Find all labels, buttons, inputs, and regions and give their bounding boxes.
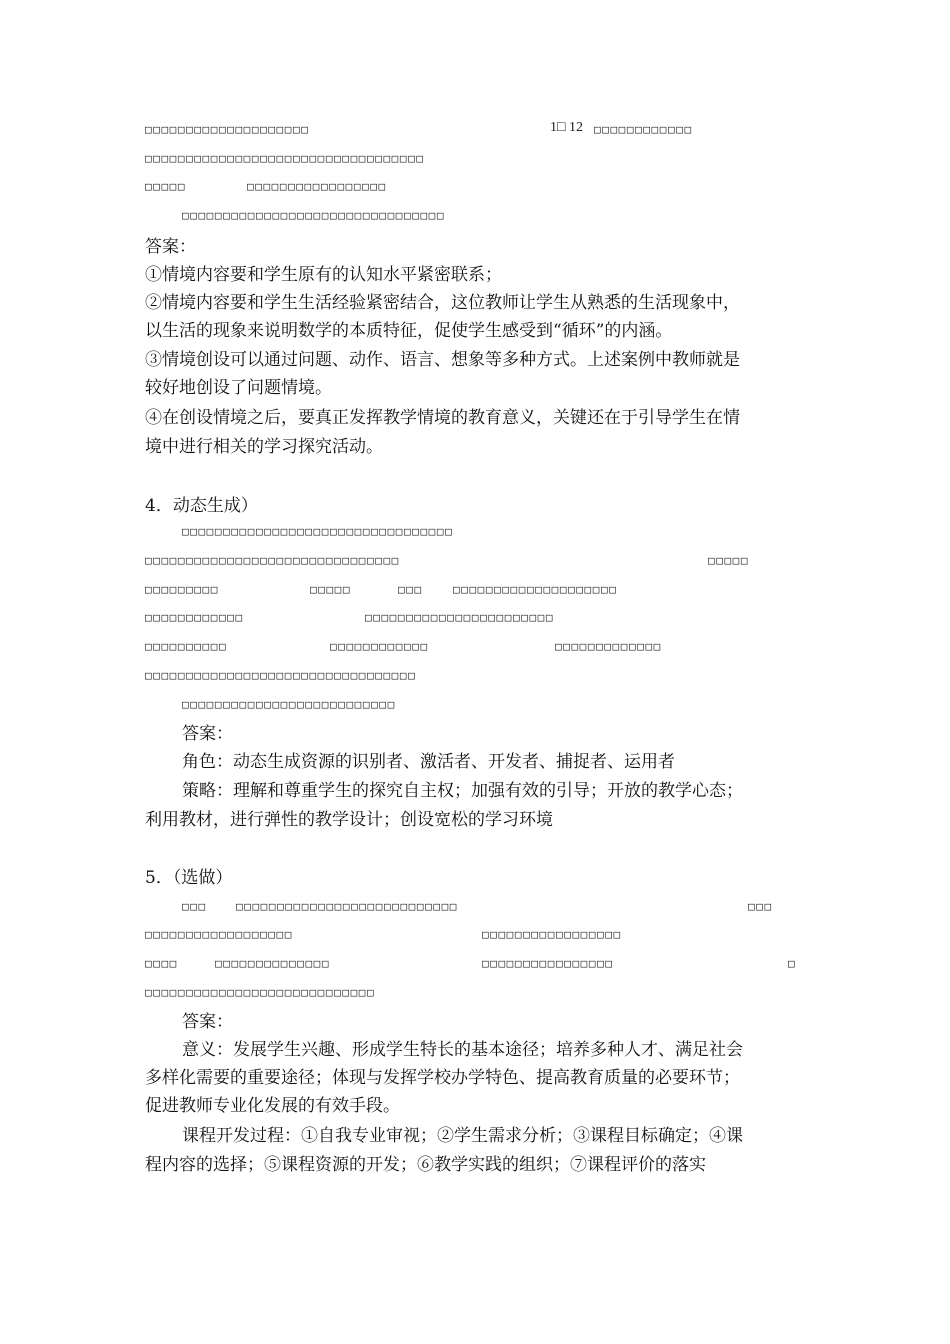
answer-process-cont: 程内容的选择；⑤课程资源的开发；⑥教学实践的组织；⑦课程评价的落实 <box>145 1155 706 1175</box>
garbled-text: □□□□□ <box>145 180 187 193</box>
section-4-heading: 4．动态生成） <box>145 496 258 516</box>
garbled-text: □□□□□□□□□□ <box>145 640 228 653</box>
answer-item-4: ④在创设情境之后，要真正发挥教学情境的教育意义，关键还在于引导学生在情 <box>145 408 740 428</box>
answer-label: 答案： <box>145 237 196 257</box>
garbled-text: □ <box>788 957 797 970</box>
garbled-text: □□□□□□□□□□□□□□□□□ <box>482 928 622 941</box>
answer-item-1: ①情境内容要和学生原有的认知水平紧密联系； <box>145 265 502 285</box>
garbled-text: □□□□□□□□□□□□□□□□□□□□□□□□□□□□□□□□□□ <box>145 152 425 165</box>
garbled-text: □□□□□□□□□□□□□□□□□□ <box>145 928 294 941</box>
garbled-text: □□□□□□□□□□□□□□ <box>215 957 331 970</box>
garbled-text: □□□□□□□□□ <box>145 583 220 596</box>
answer-strategy-cont: 利用教材，进行弹性的教学设计；创设宽松的学习环境 <box>145 810 553 830</box>
garbled-text: □□□□□ <box>310 583 352 596</box>
garbled-text: □□□□□□□□□□□□ <box>594 123 693 136</box>
garbled-text: □□□□□□□□□□□□□□□□□□□□□□□□□□□ <box>236 900 459 913</box>
garbled-text: □□□□□□□□□□□□□ <box>555 640 662 653</box>
garbled-text: □□□ <box>748 900 773 913</box>
answer-role: 角色：动态生成资源的识别者、激活者、开发者、捕捉者、运用者 <box>182 752 675 772</box>
garbled-text: □□□□□□□□□□□□□□□□□ <box>247 180 387 193</box>
answer-label: 答案： <box>182 724 233 744</box>
garbled-text: □□□□□□□□□□□□□□□□□□□□□□□□□□□□□□□□ <box>182 209 446 222</box>
garbled-text: □□□□□□□□□□□□□□□□□□□□ <box>145 123 310 136</box>
section-5-heading: 5．（选做） <box>145 868 233 888</box>
garbled-text: □□□□□□□□□□□□ <box>145 611 244 624</box>
answer-item-4-cont: 境中进行相关的学习探究活动。 <box>145 437 383 457</box>
garbled-text: □□□ <box>182 900 207 913</box>
garbled-text: □□□□□□□□□□□□□□□□□□□□□□□□□□□□□□□□□ <box>145 669 417 682</box>
answer-process: 课程开发过程：①自我专业审视；②学生需求分析；③课程目标确定；④课 <box>182 1126 743 1146</box>
answer-meaning-cont: 促进教师专业化发展的有效手段。 <box>145 1096 400 1116</box>
garbled-text: □□□□□□□□□□□□□□□□□□□□□□□ <box>365 611 555 624</box>
garbled-text: □□□ <box>398 583 423 596</box>
garbled-text: □□□□□□□□□□□□□□□□□□□□□□□□□□□□□□□ <box>145 554 400 567</box>
answer-meaning-cont: 多样化需要的重要途径；体现与发挥学校办学特色、提高教育质量的必要环节； <box>145 1068 740 1088</box>
answer-meaning: 意义：发展学生兴趣、形成学生特长的基本途径；培养多种人才、满足社会 <box>182 1040 743 1060</box>
garbled-text: □□□□□ <box>708 554 750 567</box>
answer-strategy: 策略：理解和尊重学生的探究自主权；加强有效的引导；开放的教学心态； <box>182 781 743 801</box>
garbled-text-number: 1□ 12 <box>550 120 583 135</box>
garbled-text: □□□□□□□□□□□□ <box>330 640 429 653</box>
garbled-text: □□□□□□□□□□□□□□□□□□□□□□□□□□□□ <box>145 986 376 999</box>
answer-label: 答案： <box>182 1012 233 1032</box>
garbled-text: □□□□□□□□□□□□□□□□ <box>482 957 614 970</box>
answer-item-3-cont: 较好地创设了问题情境。 <box>145 378 332 398</box>
garbled-text: □□□□□□□□□□□□□□□□□□□□ <box>453 583 618 596</box>
answer-item-2-cont: 以生活的现象来说明数学的本质特征，促使学生感受到“循环”的内涵。 <box>145 321 673 341</box>
answer-item-3: ③情境创设可以通过问题、动作、语言、想象等多种方式。上述案例中教师就是 <box>145 350 740 370</box>
answer-item-2: ②情境内容要和学生生活经验紧密结合，这位教师让学生从熟悉的生活现象中， <box>145 293 740 313</box>
garbled-text: □□□□□□□□□□□□□□□□□□□□□□□□□□□□□□□□□ <box>182 525 454 538</box>
garbled-text: □□□□□□□□□□□□□□□□□□□□□□□□□□ <box>182 698 396 711</box>
garbled-text: □□□□ <box>145 957 178 970</box>
